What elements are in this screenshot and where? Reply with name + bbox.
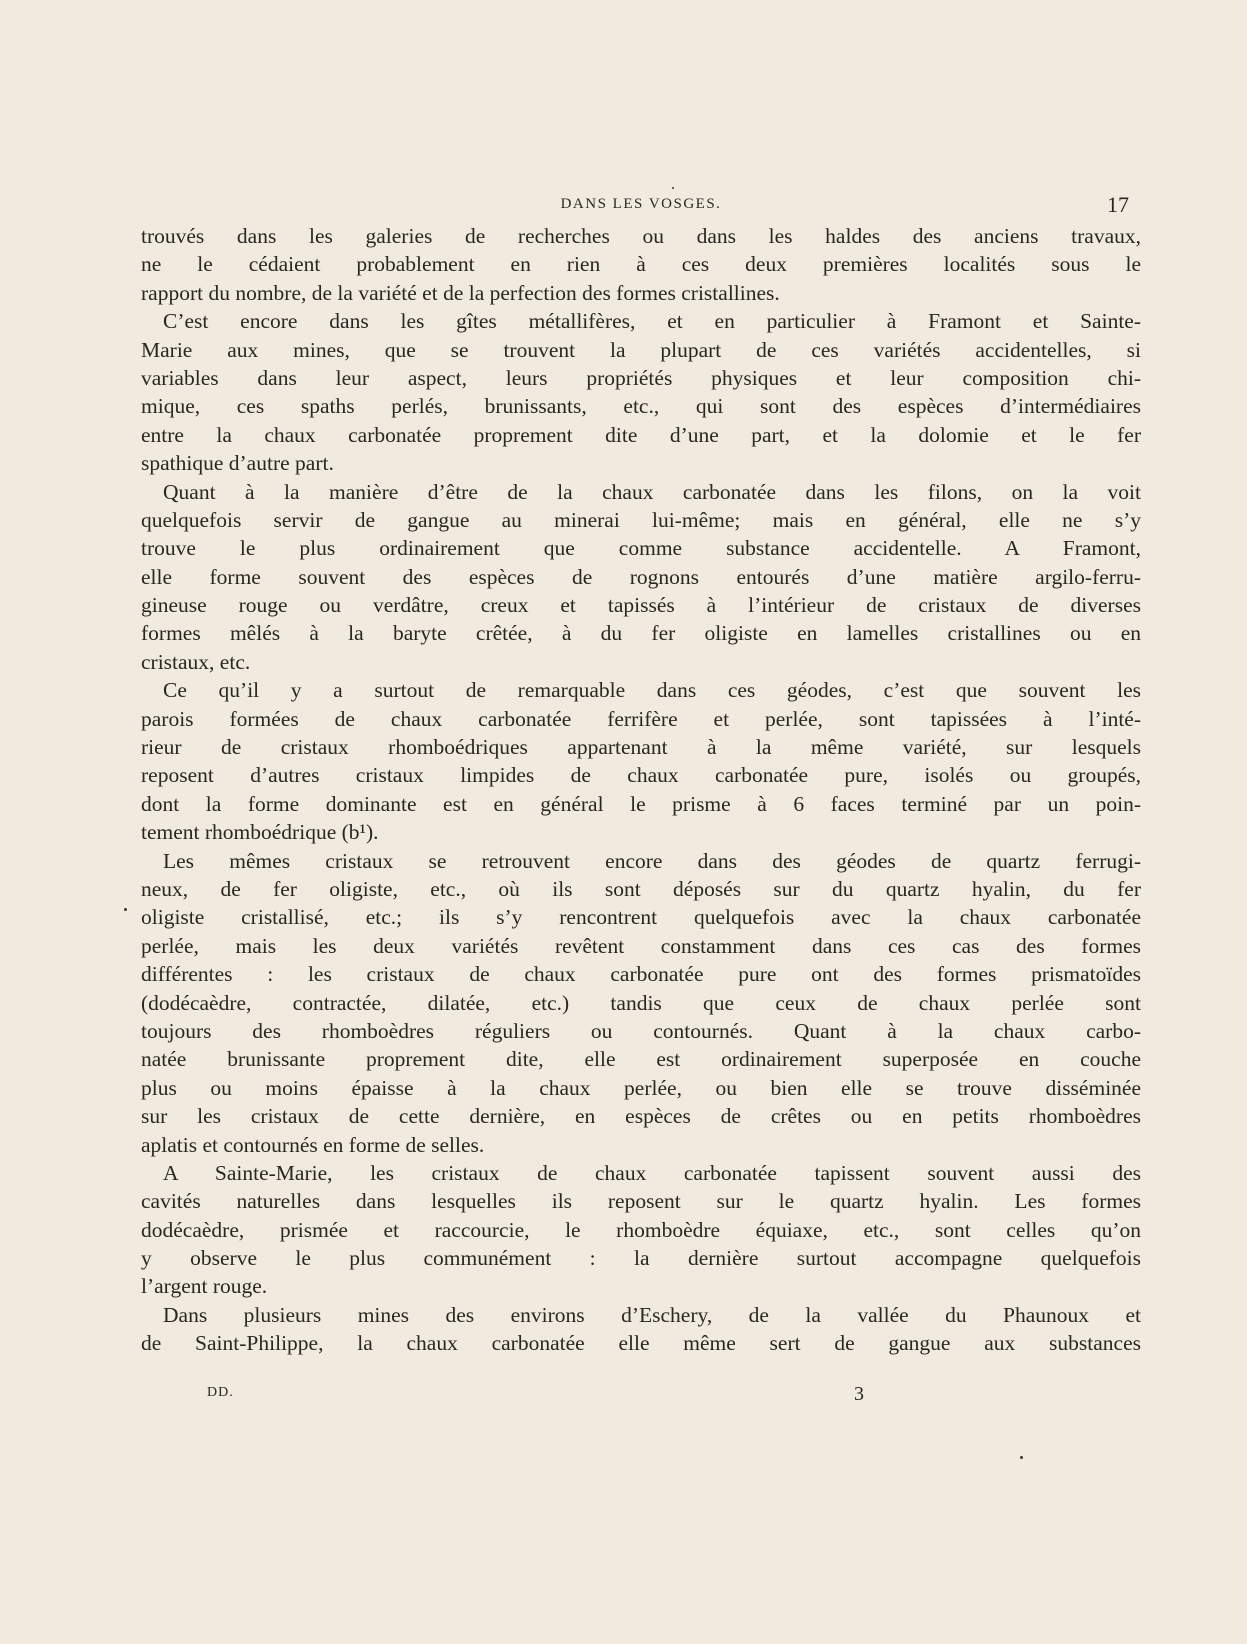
text-line: neux, de fer oligiste, etc., où ils sont déposés sur du quartz hyalin, du fer: [141, 876, 1141, 901]
text-line: perlée, mais les deux variétés revêtent constamment dans ces cas des formes: [141, 933, 1141, 958]
ink-speck: [124, 908, 127, 911]
page-footer: [141, 1385, 1141, 1411]
text-line: natée brunissante proprement dite, elle est ordinairement superposée en couche: [141, 1047, 1141, 1072]
text-line: quelquefois servir de gangue au minerai lui-même; mais en général, elle ne s’y: [141, 507, 1141, 532]
text-line: rapport du nombre, de la variété et de la perfection des formes cristallines.: [141, 280, 780, 305]
text-line: différentes : les cristaux de chaux carbonatée pure ont des formes prismatoïdes: [141, 962, 1141, 987]
text-line: Dans plusieurs mines des environs d’Eschery, de la vallée du Phaunoux et: [163, 1302, 1141, 1327]
text-line: trouve le plus ordinairement que comme substance accidentelle. A Framont,: [141, 536, 1141, 561]
text-line: parois formées de chaux carbonatée ferrifère et perlée, sont tapissées à l’inté-: [141, 706, 1141, 731]
text-line: l’argent rouge.: [141, 1274, 268, 1299]
text-line: dodécaèdre, prismée et raccourcie, le rhomboèdre équiaxe, etc., sont celles qu’on: [141, 1217, 1141, 1242]
text-line: de Saint-Philippe, la chaux carbonatée elle même sert de gangue aux substances: [141, 1331, 1141, 1356]
text-line: aplatis et contournés en forme de selles.: [141, 1132, 485, 1157]
ink-speck: [1020, 1456, 1023, 1459]
text-line: y observe le plus communément : la dernière surtout accompagne quelquefois: [141, 1246, 1141, 1271]
text-line: Marie aux mines, que se trouvent la plupart de ces variétés accidentelles, si: [141, 337, 1141, 362]
text-line: C’est encore dans les gîtes métallifères, et en particulier à Framont et Sainte-: [163, 309, 1141, 334]
text-line: gineuse rouge ou verdâtre, creux et tapissés à l’intérieur de cristaux de diverses: [141, 593, 1141, 618]
text-line: Ce qu’il y a surtout de remarquable dans ces géodes, c’est que souvent les: [163, 678, 1141, 703]
text-line: cristaux, etc.: [141, 649, 251, 674]
text-line: (dodécaèdre, contractée, dilatée, etc.) tandis que ceux de chaux perlée sont: [141, 990, 1141, 1015]
ink-speck: [672, 187, 674, 189]
text-line: toujours des rhomboèdres réguliers ou contournés. Quant à la chaux carbo-: [141, 1018, 1141, 1043]
text-line: reposent d’autres cristaux limpides de chaux carbonatée pure, isolés ou groupés,: [141, 763, 1141, 788]
text-line: cavités naturelles dans lesquelles ils reposent sur le quartz hyalin. Les formes: [141, 1189, 1141, 1214]
running-head: [141, 192, 1141, 216]
text-line: tement rhomboédrique (b¹).: [141, 820, 379, 845]
text-line: formes mêlés à la baryte crêtée, à du fer oligiste en lamelles cristallines ou en: [141, 621, 1141, 646]
text-line: entre la chaux carbonatée proprement dite d’une part, et la dolomie et le fer: [141, 422, 1141, 447]
text-line: ne le cédaient probablement en rien à ces deux premières localités sous le: [141, 252, 1141, 277]
text-line: sur les cristaux de cette dernière, en espèces de crêtes ou en petits rhomboèdres: [141, 1104, 1141, 1129]
text-line: variables dans leur aspect, leurs propriétés physiques et leur composition chi-: [141, 365, 1141, 390]
text-line: plus ou moins épaisse à la chaux perlée, ou bien elle se trouve disséminée: [141, 1075, 1141, 1100]
sheet-number: 3: [854, 1383, 864, 1405]
body-text: [141, 222, 1141, 1358]
running-title: DANS LES VOSGES.: [560, 196, 722, 212]
text-line: rieur de cristaux rhomboédriques appartenant à la même variété, sur lesquels: [141, 735, 1141, 760]
text-line: oligiste cristallisé, etc.; ils s’y rencontrent quelquefois avec la chaux carbonatée: [141, 905, 1141, 930]
text-line: dont la forme dominante est en général le prisme à 6 faces terminé par un poin-: [141, 791, 1141, 816]
text-line: elle forme souvent des espèces de rognons entourés d’une matière argilo-ferru-: [141, 564, 1141, 589]
text-line: spathique d’autre part.: [141, 451, 334, 476]
text-line: Quant à la manière d’être de la chaux carbonatée dans les filons, on la voit: [163, 479, 1141, 504]
text-line: mique, ces spaths perlés, brunissants, etc., qui sont des espèces d’intermédiaires: [141, 394, 1141, 419]
text-line: A Sainte-Marie, les cristaux de chaux carbonatée tapissent souvent aussi des: [163, 1160, 1141, 1185]
text-line: trouvés dans les galeries de recherches ou dans les haldes des anciens travaux,: [141, 224, 1141, 248]
text-line: Les mêmes cristaux se retrouvent encore dans des géodes de quartz ferrugi-: [163, 848, 1141, 873]
page-number: 17: [1107, 192, 1129, 217]
printer-signature-mark: DD.: [207, 1385, 234, 1400]
